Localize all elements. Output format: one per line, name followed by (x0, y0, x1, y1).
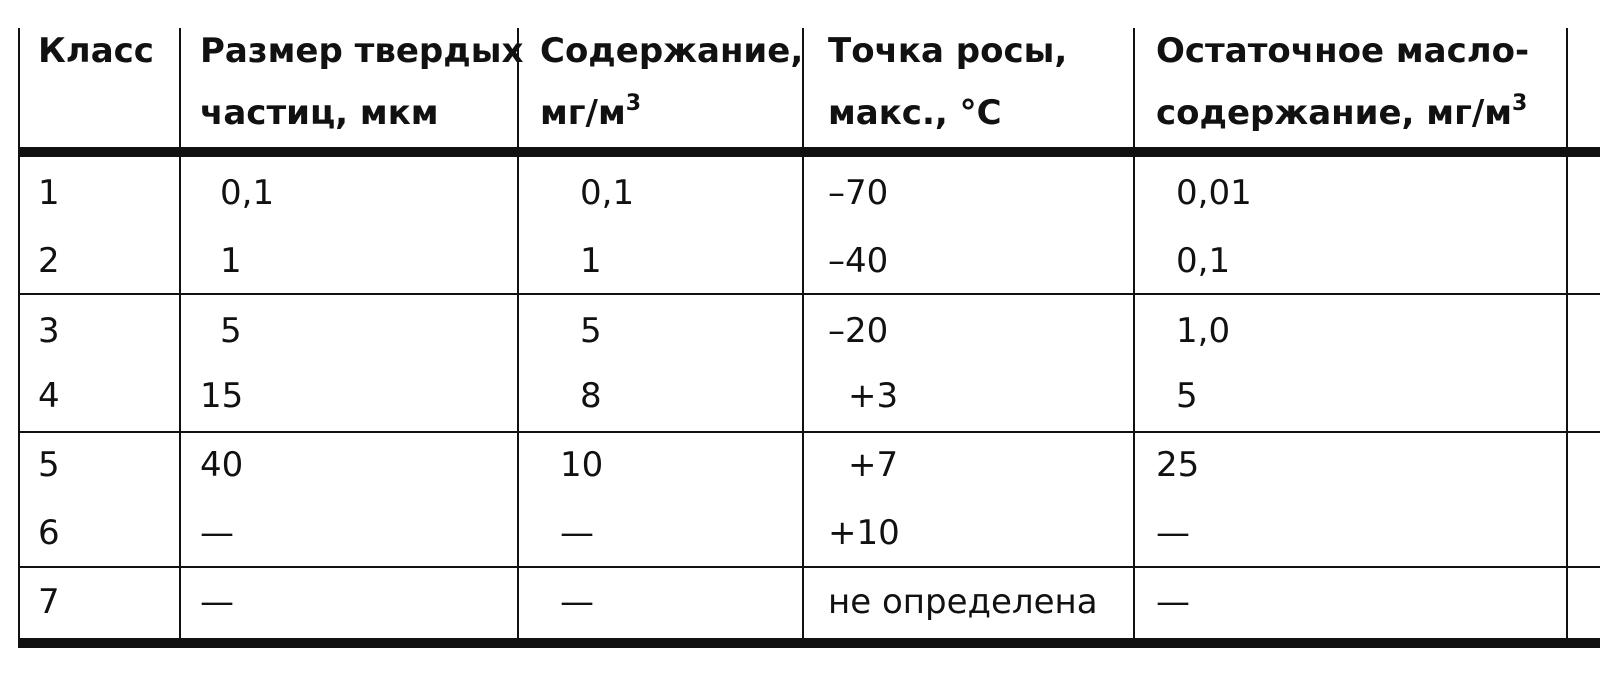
cell-content: 1 (580, 241, 602, 281)
cell-dew-point: +10 (828, 513, 900, 553)
superscript-3: 3 (1512, 91, 1528, 116)
header-class-line1: Класс (38, 31, 154, 71)
cell-dew-point: –20 (828, 311, 889, 351)
cell-particle-size: — (200, 513, 234, 553)
cell-dew-point: –40 (828, 241, 889, 281)
header-particle-size (200, 20, 523, 144)
header-content-line1: Содержание, (540, 31, 804, 71)
table-right-border (1566, 28, 1568, 638)
row-group-divider (18, 293, 1600, 295)
cell-content: 5 (580, 311, 602, 351)
cell-oil-content: 5 (1176, 376, 1198, 416)
cell-oil-content: 1,0 (1176, 311, 1231, 351)
cell-class: 4 (38, 376, 60, 416)
row-group-divider (18, 431, 1600, 433)
cell-dew-point: –70 (828, 173, 889, 213)
cell-oil-content: 0,1 (1176, 241, 1231, 281)
header-particle-size-line2: частиц, мкм (200, 93, 439, 133)
cell-class: 6 (38, 513, 60, 553)
row-group-divider (18, 566, 1600, 568)
column-divider (179, 28, 181, 638)
cell-class: 5 (38, 445, 60, 485)
cell-content: — (560, 582, 594, 622)
cell-particle-size: 5 (220, 311, 242, 351)
header-content-line2: $мг/м^3$ (540, 91, 642, 133)
header-dew-point-line1: Точка росы, (828, 31, 1068, 71)
header-particle-size-line1: Размер твердых (200, 31, 524, 71)
header-dew-point-line2: макс., °С (828, 93, 1002, 133)
cell-particle-size: 1 (220, 241, 242, 281)
cell-dew-point: +3 (848, 376, 899, 416)
cell-particle-size: 0,1 (220, 173, 275, 213)
cell-particle-size: 15 (200, 376, 244, 416)
cell-oil-content: 0,01 (1176, 173, 1252, 213)
table-bottom-border (18, 638, 1600, 648)
table-left-border (18, 28, 20, 638)
cell-oil-content: 25 (1156, 445, 1200, 485)
column-divider (1133, 28, 1135, 638)
cell-dew-point: не определена (828, 582, 1098, 622)
cell-oil-content: — (1156, 513, 1190, 553)
header-dew-point (828, 20, 1067, 144)
cell-particle-size: 40 (200, 445, 244, 485)
cell-oil-content: — (1156, 582, 1190, 622)
header-oil-content-line1: Остаточное масло- (1156, 31, 1530, 71)
header-content (540, 20, 803, 149)
header-oil-content (1156, 20, 1529, 149)
cell-content: 0,1 (580, 173, 635, 213)
cell-class: 7 (38, 582, 60, 622)
cell-class: 3 (38, 311, 60, 351)
cell-content: 8 (580, 376, 602, 416)
cell-dew-point: +7 (848, 445, 899, 485)
cell-content: 10 (560, 445, 604, 485)
header-class (38, 20, 154, 82)
cell-class: 1 (38, 173, 60, 213)
cell-particle-size: — (200, 582, 234, 622)
header-oil-content-line2: содержание, $мг/м^3$ (1156, 91, 1528, 133)
cell-content: — (560, 513, 594, 553)
cell-class: 2 (38, 241, 60, 281)
superscript-3: 3 (625, 91, 642, 116)
data-table (18, 0, 1600, 677)
